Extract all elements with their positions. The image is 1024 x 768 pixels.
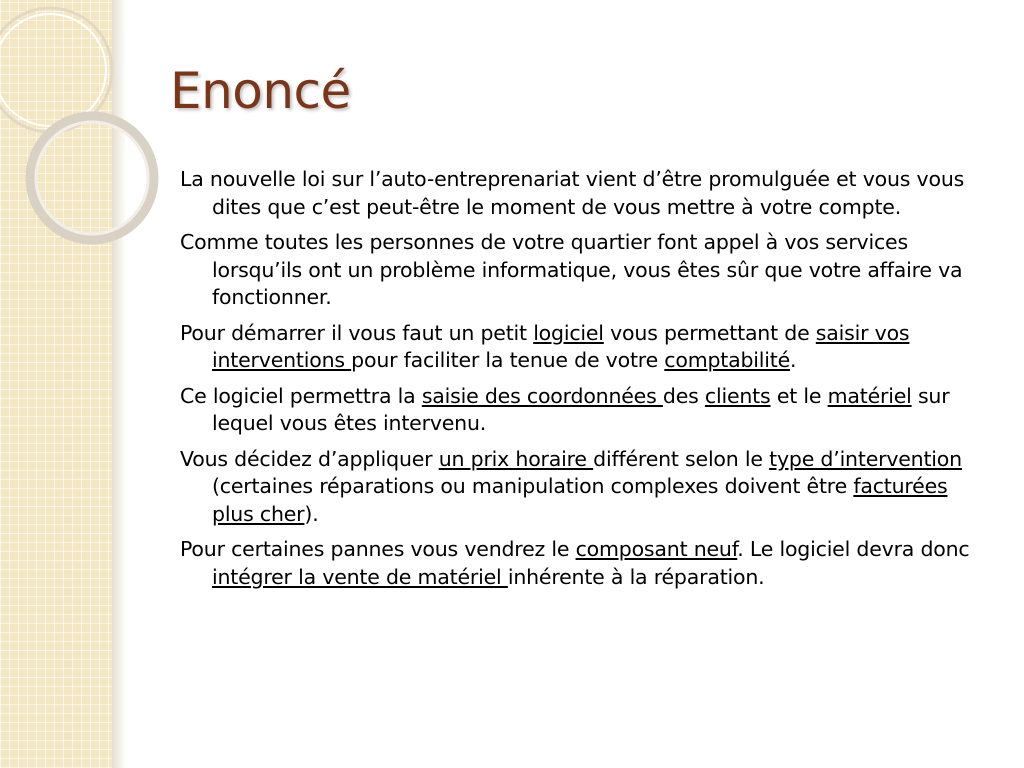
underlined-text: matériel	[827, 383, 912, 408]
text-segment: (certaines réparations ou manipulation complexes doivent être	[212, 474, 854, 498]
underlined-text: logiciel	[533, 320, 604, 345]
slide-body	[180, 166, 990, 599]
text-segment: Comme toutes les personnes de votre quartier font appel à vos services lorsqu’ils ont un problème informatique, vous êtes sûr que votre affaire va fonctionner.	[180, 230, 963, 309]
underlined-text: clients	[704, 383, 771, 408]
paragraph	[180, 536, 990, 591]
paragraph	[180, 446, 990, 529]
small-ring	[30, 116, 154, 240]
underlined-text: comptabilité	[664, 348, 791, 372]
underlined-text: facturées plus cher	[212, 474, 948, 526]
text-segment: Ce logiciel permettra la	[180, 383, 422, 408]
underlined-text: un prix horaire	[438, 446, 594, 471]
text-segment: sur lequel vous êtes intervenu.	[212, 383, 950, 435]
paragraph	[180, 383, 990, 438]
text-segment: La nouvelle loi sur l’auto-entreprenariat vient d’être promulguée et vous vous dites que c’est peut-être le moment de vous mettre à votre compte.	[180, 167, 965, 219]
paragraph	[180, 229, 990, 312]
paragraph	[180, 166, 990, 221]
underlined-text: composant neuf	[575, 537, 738, 561]
large-ring-inner	[0, 14, 106, 126]
text-segment: ).	[304, 501, 319, 526]
underlined-text: saisir vos interventions	[212, 320, 910, 372]
underlined-text: saisie des coordonnées	[421, 383, 663, 408]
text-segment: Pour certaines pannes vous vendrez le	[180, 537, 576, 561]
text-segment: Vous décidez d’appliquer	[180, 446, 439, 471]
text-segment: . Le logiciel devra donc	[737, 537, 970, 561]
text-segment: vous permettant de	[603, 320, 816, 345]
text-segment: et le	[770, 383, 828, 408]
text-segment: des	[662, 383, 705, 408]
underlined-text: intégrer la vente de matériel	[212, 564, 508, 589]
text-segment: Pour démarrer il vous faut un petit	[180, 320, 534, 345]
page-title: Enoncé	[170, 62, 351, 120]
small-ring-highlight	[36, 122, 148, 234]
text-segment: différent selon le	[593, 446, 770, 471]
underlined-text: type d’intervention	[769, 446, 962, 471]
text-segment: inhérente à la réparation.	[507, 564, 765, 589]
text-segment: .	[790, 348, 797, 372]
text-segment: pour faciliter la tenue de votre	[351, 348, 665, 372]
decorative-rings	[0, 0, 180, 300]
paragraph	[180, 320, 990, 375]
